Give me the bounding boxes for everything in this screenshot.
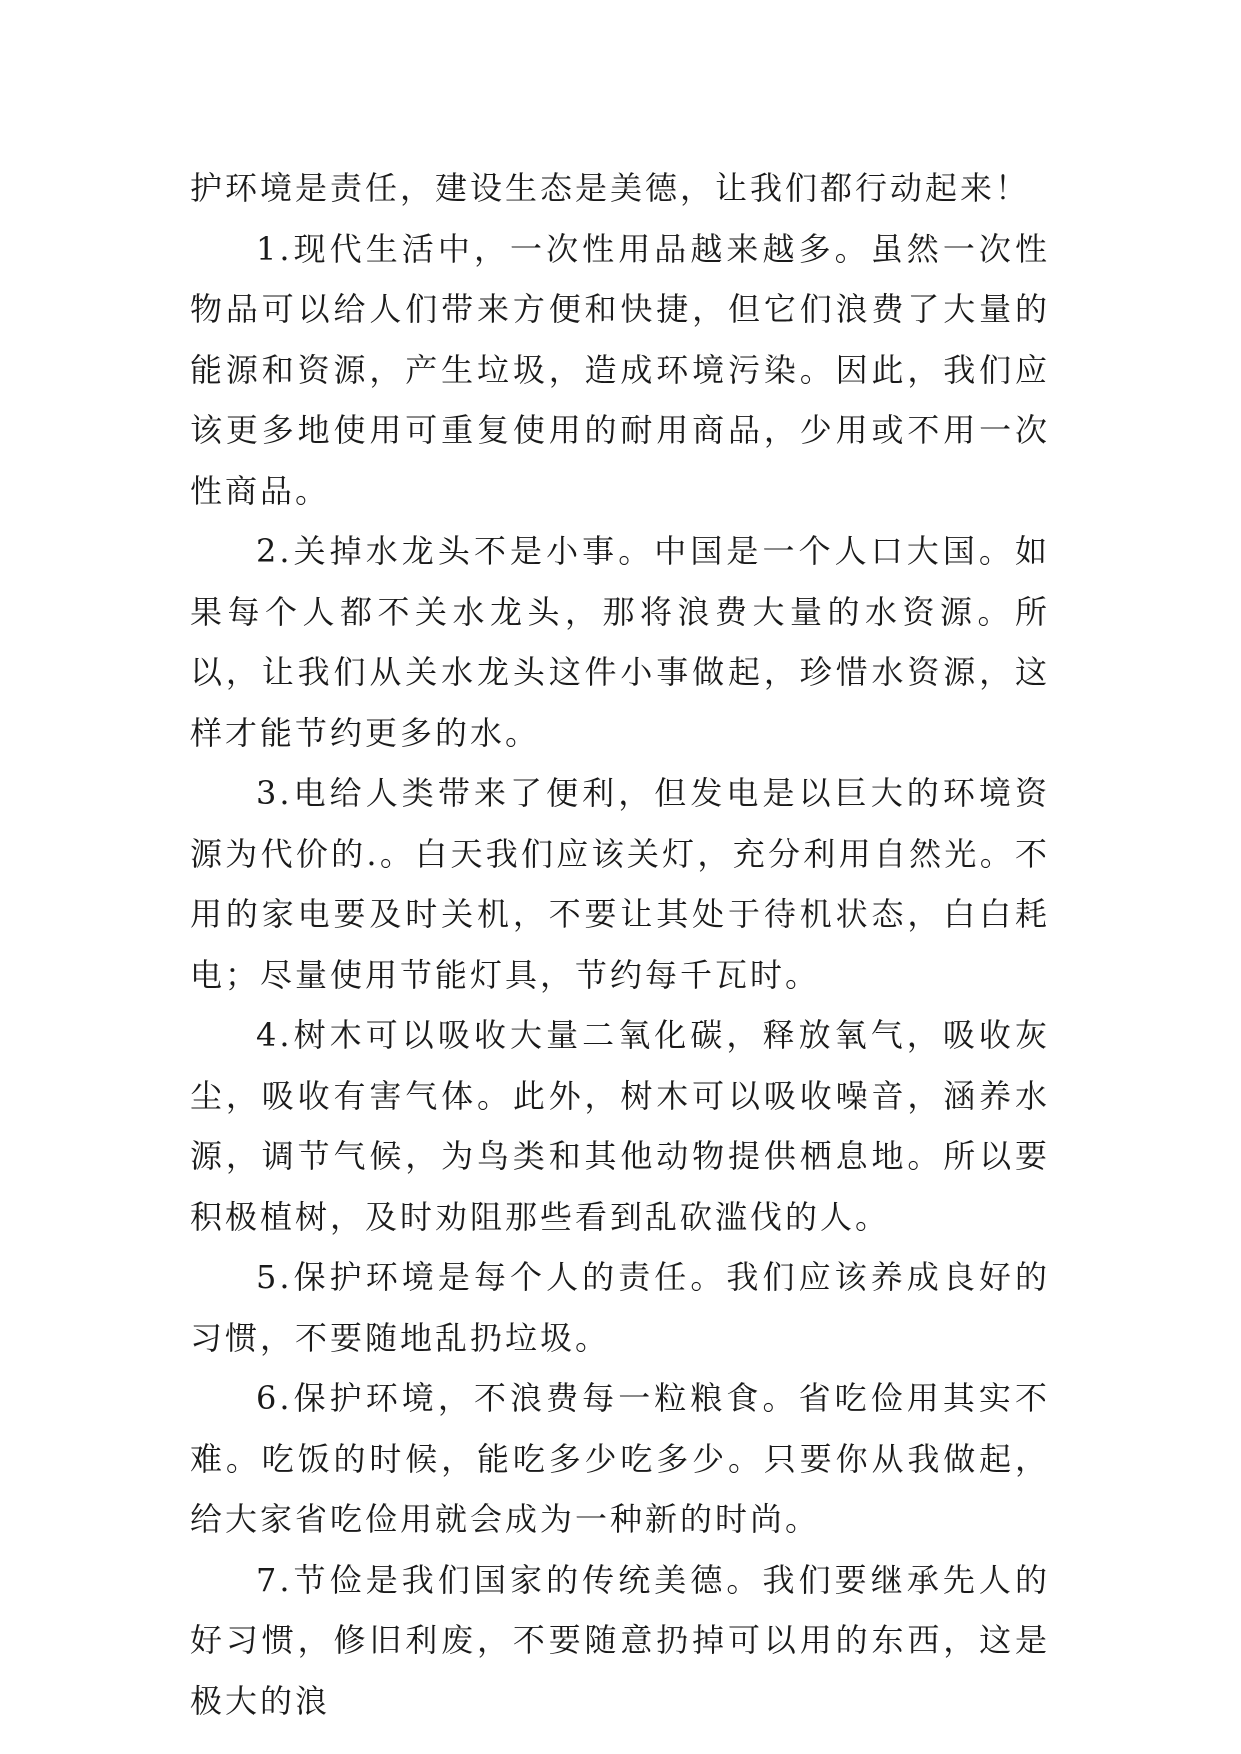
paragraph-item-5: 5.保护环境是每个人的责任。我们应该养成良好的习惯，不要随地乱扔垃圾。: [190, 1258, 1050, 1357]
paragraph-item-7: 7.节俭是我们国家的传统美德。我们要继承先人的好习惯，修旧利废，不要随意扔掉可以用的东西，这是极大的浪: [190, 1560, 1050, 1720]
paragraph-item-4: 4.树木可以吸收大量二氧化碳，释放氧气，吸收灰尘，吸收有害气体。此外，树木可以吸收噪音，涵养水源，调节气候，为鸟类和其他动物提供栖息地。所以要积极植树，及时劝阻那些看到乱砍滥伐的人。: [190, 1016, 1050, 1236]
paragraph-intro-continuation: 护环境是责任，建设生态是美德，让我们都行动起来！: [190, 169, 1031, 207]
paragraph-item-6: 6.保护环境，不浪费每一粒粮食。省吃俭用其实不难。吃饭的时候，能吃多少吃多少。只要你从我做起，给大家省吃俭用就会成为一种新的时尚。: [190, 1379, 1050, 1538]
paragraph-item-3: 3.电给人类带来了便利，但发电是以巨大的环境资源为代价的.。白天我们应该关灯，充分利用自然光。不用的家电要及时关机，不要让其处于待机状态，白白耗电；尽量使用节能灯具，节约每千瓦时。: [190, 774, 1050, 994]
document-body: [190, 158, 1050, 1731]
paragraph-item-2: 2.关掉水龙头不是小事。中国是一个人口大国。如果每个人都不关水龙头，那将浪费大量的水资源。所以，让我们从关水龙头这件小事做起，珍惜水资源，这样才能节约更多的水。: [190, 532, 1050, 752]
paragraph-item-1: 1.现代生活中，一次性用品越来越多。虽然一次性物品可以给人们带来方便和快捷，但它们浪费了大量的能源和资源，产生垃圾，造成环境污染。因此，我们应该更多地使用可重复使用的耐用商品，少用或不用一次性商品。: [190, 229, 1050, 510]
